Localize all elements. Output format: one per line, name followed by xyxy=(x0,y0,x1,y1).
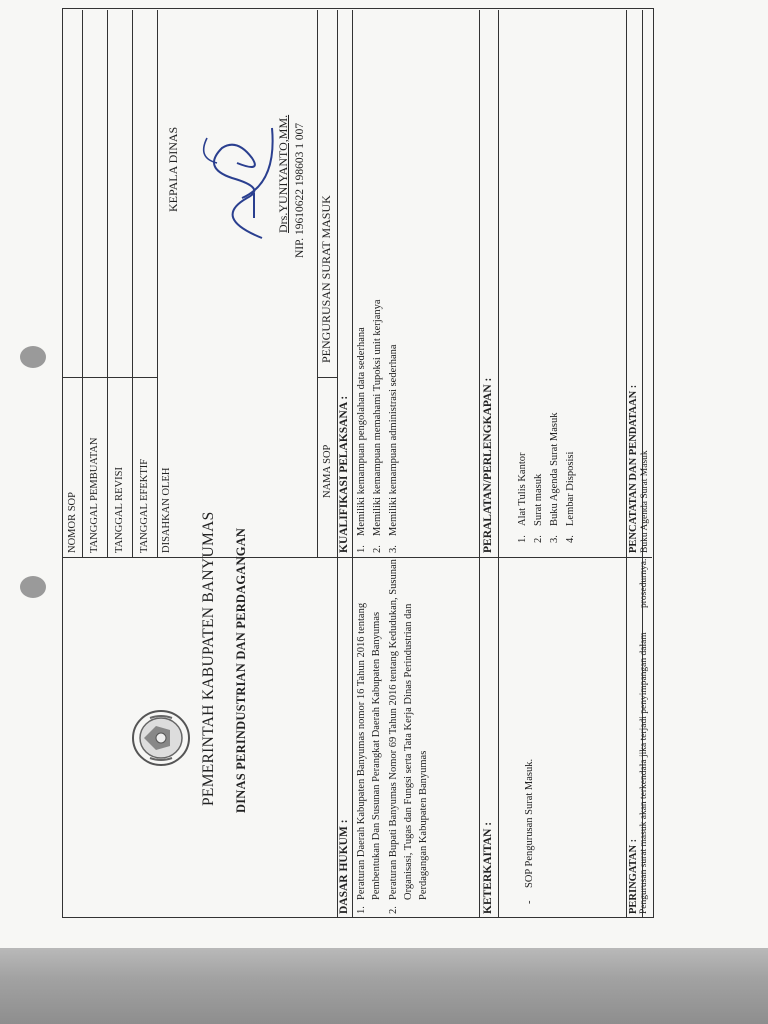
meta-label-revisi: TANGGAL REVISI xyxy=(114,467,125,553)
approval-position: KEPALA DINAS xyxy=(166,126,180,212)
dasar-hukum-2-line-3: Perdagangan Kabupaten Banyumas xyxy=(418,750,429,900)
meta-label-pembuatan: TANGGAL PEMBUATAN xyxy=(89,437,100,553)
approval-nip: NIP. 19610622 198603 1 007 xyxy=(294,122,306,258)
scanner-background xyxy=(0,948,768,1024)
peralatan-item-3: Buku Agenda Surat Masuk xyxy=(549,412,560,526)
dasar-title-line xyxy=(352,10,353,918)
kualifikasi-item-1: Memiliki kemampuan pengolahan data sederhana xyxy=(356,327,367,536)
dasar-hukum-2-line-1: Peraturan Bupati Banyumas Nomor 69 Tahun 2016 tentang Kedudukan, Susunan xyxy=(388,559,399,900)
meta-line-4 xyxy=(157,10,158,558)
peralatan-title: PERALATAN/PERLENGKAPAN : xyxy=(482,377,494,553)
sop-document xyxy=(62,8,654,918)
meta-line-3 xyxy=(132,10,133,558)
punch-hole-bottom xyxy=(20,576,46,598)
keterkaitan-title: KETERKAITAN : xyxy=(482,821,494,914)
nama-sop-line xyxy=(317,10,318,558)
kualifikasi-item-3: Memiliki kemampuan administrasi sederhana xyxy=(388,344,399,536)
dasar-hukum-title: DASAR HUKUM : xyxy=(338,819,350,914)
kualifikasi-num-3: 3. xyxy=(388,545,399,553)
meta-line-1 xyxy=(82,10,83,558)
peralatan-item-4: Lembar Disposisi xyxy=(565,451,576,526)
peringatan-line-1: Pengurusan surat masuk akan terkendala jika terjadi penyimpangan dalam xyxy=(639,632,649,914)
pencatatan-title: PENCATATAN DAN PENDATAAN : xyxy=(628,384,639,553)
peringatan-title: PERINGATAN : xyxy=(628,838,639,914)
peralatan-num-4: 4. xyxy=(565,535,576,543)
dasar-hukum-1-line-1: Peraturan Daerah Kabupaten Banyumas nomor 16 Tahun 2016 tentang xyxy=(356,602,367,900)
ketk-title-line xyxy=(498,558,499,918)
meta-label-nomor: NOMOR SOP xyxy=(67,492,78,553)
sop-document-rotated xyxy=(62,8,654,918)
meta-col-line xyxy=(62,377,157,378)
kualifikasi-item-2: Memiliki kemampuan memahami Tupoksi unit kerjanya xyxy=(372,299,383,536)
nama-sop-label: NAMA SOP xyxy=(322,444,333,498)
dasar-hukum-num-2: 2. xyxy=(388,906,399,914)
peralatan-item-2: Surat masuk xyxy=(533,473,544,526)
meta-label-efektif: TANGGAL EFEKTIF xyxy=(139,458,150,553)
kualifikasi-num-2: 2. xyxy=(372,545,383,553)
pencatatan-text: Buku Agenda Surat Masuk xyxy=(640,450,650,553)
government-name: PEMERINTAH KABUPATEN BANYUMAS xyxy=(200,511,217,806)
section-mid-line xyxy=(337,557,652,558)
peralatan-num-3: 3. xyxy=(549,535,560,543)
kualifikasi-title: KUALIFIKASI PELAKSANA : xyxy=(338,395,350,553)
department-name: DINAS PERINDUSTRIAN DAN PERDAGANGAN xyxy=(234,527,248,813)
nama-sop-col xyxy=(317,377,337,378)
approval-name: Drs.YUNIYANTO,MM. xyxy=(276,114,290,233)
dasar-hukum-2-line-2: Organisasi, Tugas dan Fungsi serta Tata Kerja Dinas Perindustrian dan xyxy=(403,603,414,900)
keterkaitan-num-1: - xyxy=(524,900,535,904)
keterkaitan-item-1: SOP Pengurusan Surat Masuk. xyxy=(524,758,535,888)
punch-hole-top xyxy=(20,346,46,368)
peralatan-num-2: 2. xyxy=(533,535,544,543)
dasar-hukum-1-line-2: Pembentukan Dan Susunan Perangkat Daerah Kabupaten Banyumas xyxy=(371,611,382,900)
peralatan-item-1: Alat Tulis Kantor xyxy=(517,452,528,526)
footer-row-line xyxy=(626,10,627,918)
signature-icon xyxy=(192,108,282,258)
section-line-1 xyxy=(479,10,480,918)
peralatan-title-line xyxy=(498,10,499,558)
meta-label-disahkan: DISAHKAN OLEH xyxy=(161,467,172,553)
dasar-hukum-num-1: 1. xyxy=(356,906,367,914)
meta-line-2 xyxy=(107,10,108,558)
banyumas-emblem-icon xyxy=(130,708,192,768)
kualifikasi-num-1: 1. xyxy=(356,545,367,553)
peringatan-line-2: prosedurnya. xyxy=(639,558,649,608)
nama-sop-value: PENGURUSAN SURAT MASUK xyxy=(319,195,333,363)
peralatan-num-1: 1. xyxy=(517,535,528,543)
